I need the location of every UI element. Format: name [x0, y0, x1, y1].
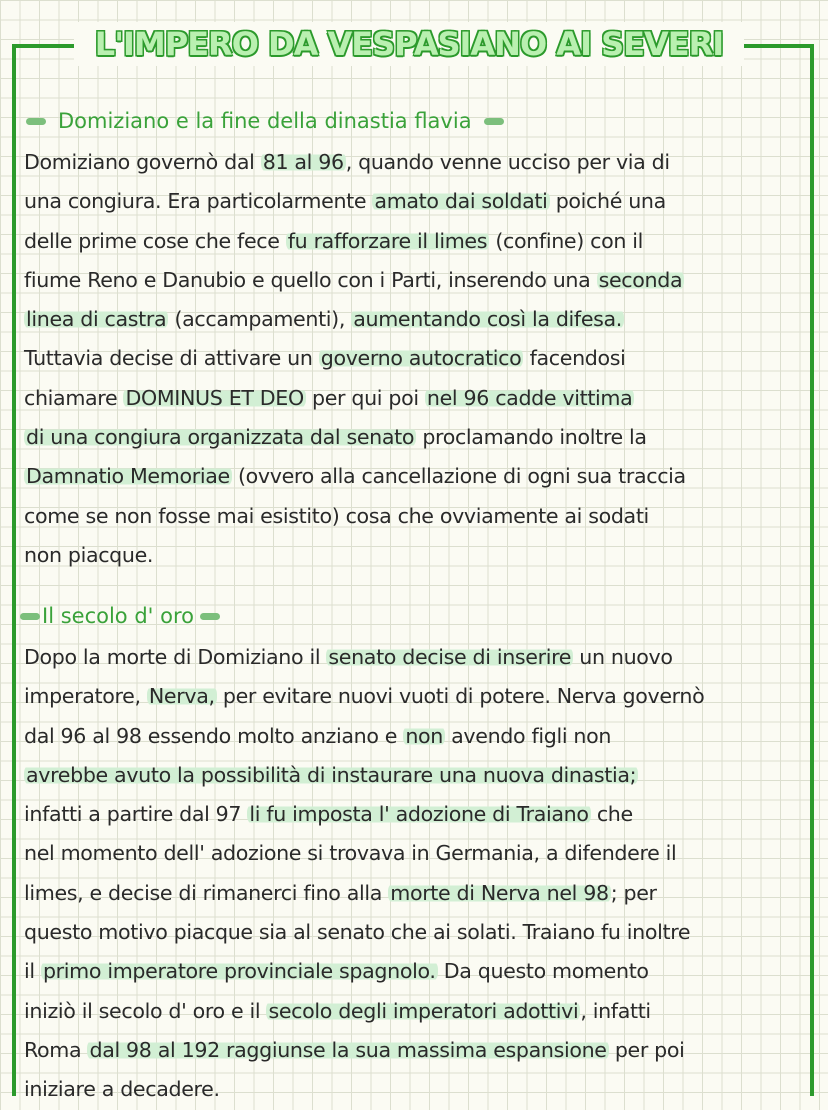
heading-pill-marker: [200, 613, 220, 620]
highlight-mark: Damnatio Memoriae: [26, 464, 230, 489]
page-title: L'IMPERO DA VESPASIANO AI SEVERI: [74, 22, 744, 66]
highlight-mark: morte di Nerva nel 98: [390, 880, 609, 905]
highlight-mark: linea di castra: [26, 307, 167, 332]
text-line: di una congiura organizzata dal senato proclamando inoltre la: [26, 425, 647, 450]
highlight-mark: primo imperatore provinciale spagnolo.: [42, 959, 436, 984]
text-line: iniziò il secolo d' oro e il secolo degli imperatori adottivi, infatti: [24, 998, 651, 1023]
highlight-mark: senato decise di inserire: [328, 645, 572, 669]
highlight-mark: DOMINUS ET DEO: [125, 385, 304, 410]
section-heading-text: Domiziano e la fine della dinastia flavia: [58, 109, 472, 133]
text-line: infatti a partire dal 97 li fu imposta l' adozione di Traiano che: [24, 802, 633, 827]
text-line: Tuttavia decise di attivare un governo autocratico facendosi: [24, 346, 626, 371]
section-heading-domiziano: [26, 106, 504, 136]
text-line: Dopo la morte di Domiziano il senato decise di inserire un nuovo: [24, 645, 673, 669]
highlight-mark: avrebbe avuto la possibilità di instaurare una nuova dinastia;: [26, 762, 637, 787]
section-body-secolo-oro: [24, 638, 814, 1110]
highlight-mark: di una congiura organizzata dal senato: [26, 425, 415, 450]
text-line: questo motivo piacque sia al senato che ai solati. Traiano fu inoltre: [24, 920, 691, 945]
text-line: fiume Reno e Danubio e quello con i Parti, inserendo una seconda: [24, 267, 683, 292]
highlight-mark: amato dai soldati: [374, 189, 548, 214]
text-line: iniziare a decadere.: [24, 1077, 220, 1102]
highlight-mark: 81 al 96: [262, 150, 344, 174]
highlight-mark: governo autocratico: [320, 346, 522, 371]
section-heading-text: Il secolo d' oro: [42, 604, 194, 628]
text-line: una congiura. Era particolarmente amato dai soldati poiché una: [24, 189, 666, 214]
text-line: limes, e decise di rimanerci fino alla morte di Nerva nel 98; per: [24, 880, 657, 905]
text-line: come se non fosse mai esistito) cosa che ovviamente ai sodati: [24, 503, 649, 528]
highlight-mark: nel 96 cadde vittima: [426, 385, 633, 410]
text-line: Roma dal 98 al 192 raggiunse la sua massima espansione per poi: [24, 1037, 685, 1062]
highlight-mark: li fu imposta l' adozione di Traiano: [249, 802, 589, 827]
text-line: delle prime cose che fece fu rafforzare il limes (confine) con il: [24, 228, 643, 253]
text-line: dal 96 al 98 essendo molto anziano e non avendo figli non: [24, 723, 612, 748]
highlight-mark: non: [405, 723, 443, 748]
highlight-mark: secolo degli imperatori adottivi: [268, 998, 579, 1023]
highlight-mark: aumentando così la difesa.: [353, 307, 622, 332]
section-heading-secolo-oro: [20, 601, 220, 631]
text-line: chiamare DOMINUS ET DEO per qui poi nel 96 cadde vittima: [24, 385, 633, 410]
text-line: imperatore, Nerva, per evitare nuovi vuoti di potere. Nerva governò: [24, 684, 705, 709]
heading-pill-marker: [484, 118, 504, 125]
text-line: [24, 756, 814, 795]
text-line: non piacque.: [24, 542, 154, 567]
highlight-mark: fu rafforzare il limes: [287, 228, 488, 253]
highlight-mark: seconda: [598, 267, 683, 292]
highlight-mark: Nerva,: [148, 684, 215, 709]
heading-pill-marker: [20, 613, 40, 620]
text-line: linea di castra (accampamenti), aumentando così la difesa.: [26, 307, 622, 332]
heading-pill-marker: [26, 118, 46, 125]
section-body-domiziano: [24, 143, 814, 575]
text-line: nel momento dell' adozione si trovava in Germania, a difendere il: [24, 841, 677, 866]
highlight-mark: dal 98 al 192 raggiunse la sua massima espansione: [89, 1037, 607, 1062]
text-line: il primo imperatore provinciale spagnolo. Da questo momento: [24, 959, 649, 984]
text-line: Damnatio Memoriae (ovvero alla cancellazione di ogni sua traccia: [26, 464, 686, 489]
text-line: Domiziano governò dal 81 al 96, quando venne ucciso per via di: [24, 150, 670, 174]
